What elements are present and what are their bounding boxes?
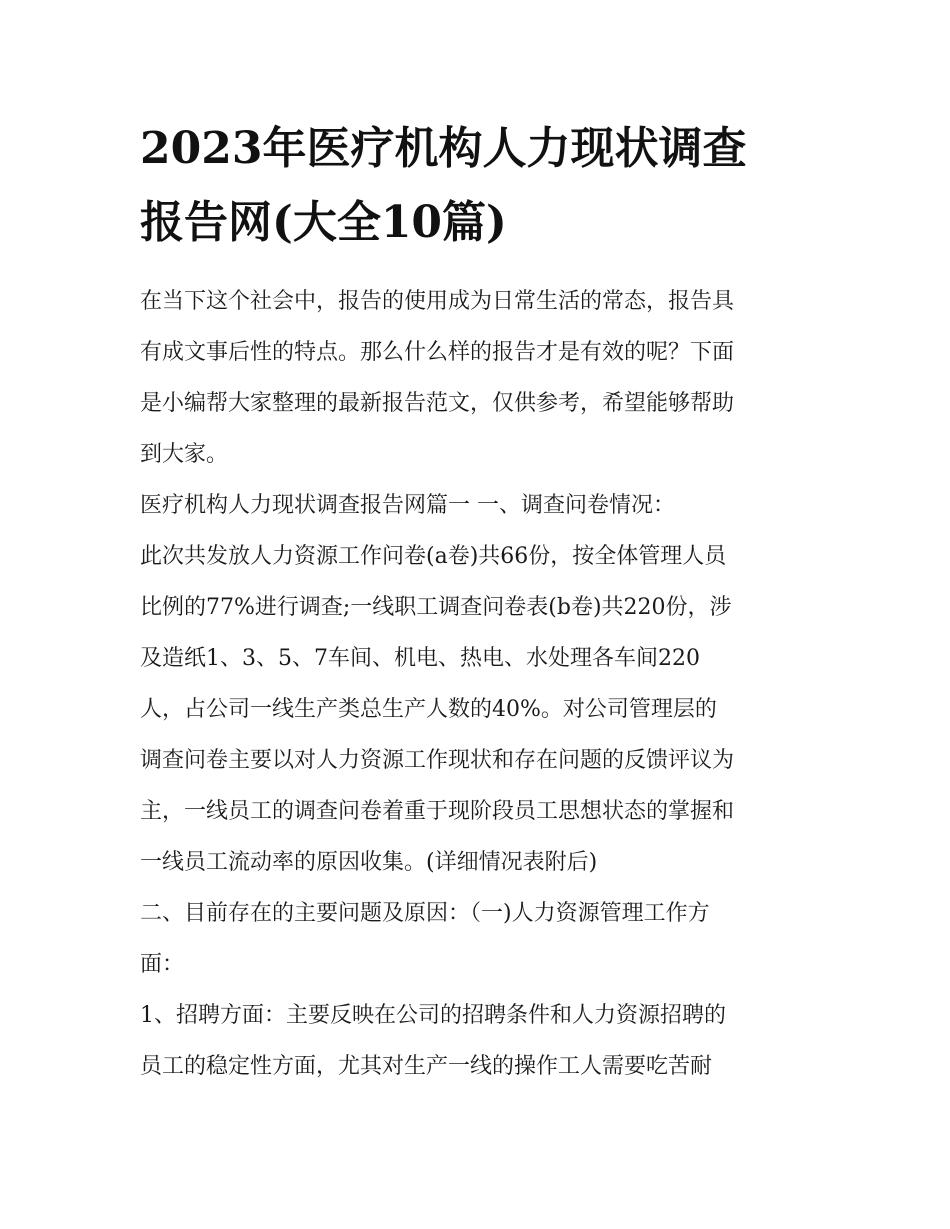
body-line: 主，一线员工的调查问卷着重于现阶段员工思想状态的掌握和 (140, 799, 735, 824)
body-line: 员工的稳定性方面，尤其对生产一线的操作工人需要吃苦耐 (140, 1054, 713, 1079)
body-line: 人，占公司一线生产类总生产人数的40%。对公司管理层的 (140, 697, 717, 722)
body-line: 一线员工流动率的原因收集。(详细情况表附后) (140, 850, 598, 875)
section-heading-line: 二、目前存在的主要问题及原因：（一)人力资源管理工作方 (140, 901, 710, 926)
body-line: 有成文事后性的特点。那么什么样的报告才是有效的呢？下面 (140, 340, 735, 365)
document-body (140, 276, 820, 1092)
body-line: 比例的77%进行调查;一线职工调查问卷表(b卷)共220份，涉 (140, 595, 732, 620)
body-line: 调查问卷主要以对人力资源工作现状和存在问题的反馈评议为 (140, 748, 735, 773)
body-line: 是小编帮大家整理的最新报告范文，仅供参考，希望能够帮助 (140, 391, 735, 416)
section-heading-line: 医疗机构人力现状调查报告网篇一 一、调查问卷情况： (140, 493, 675, 518)
document-title (140, 112, 820, 260)
body-line: 及造纸1、3、5、7车间、机电、热电、水处理各车间220 (140, 646, 700, 671)
body-line: 此次共发放人力资源工作问卷(a卷)共66份，按全体管理人员 (140, 544, 727, 569)
body-line: 到大家。 (140, 442, 229, 467)
body-line: 面： (140, 952, 185, 977)
title-line-2: 报告网(大全10篇) (140, 197, 507, 248)
body-line: 在当下这个社会中，报告的使用成为日常生活的常态，报告具 (140, 289, 735, 314)
body-line: 1、招聘方面：主要反映在公司的招聘条件和人力资源招聘的 (140, 1003, 726, 1028)
title-line-1: 2023年医疗机构人力现状调查 (140, 123, 747, 174)
